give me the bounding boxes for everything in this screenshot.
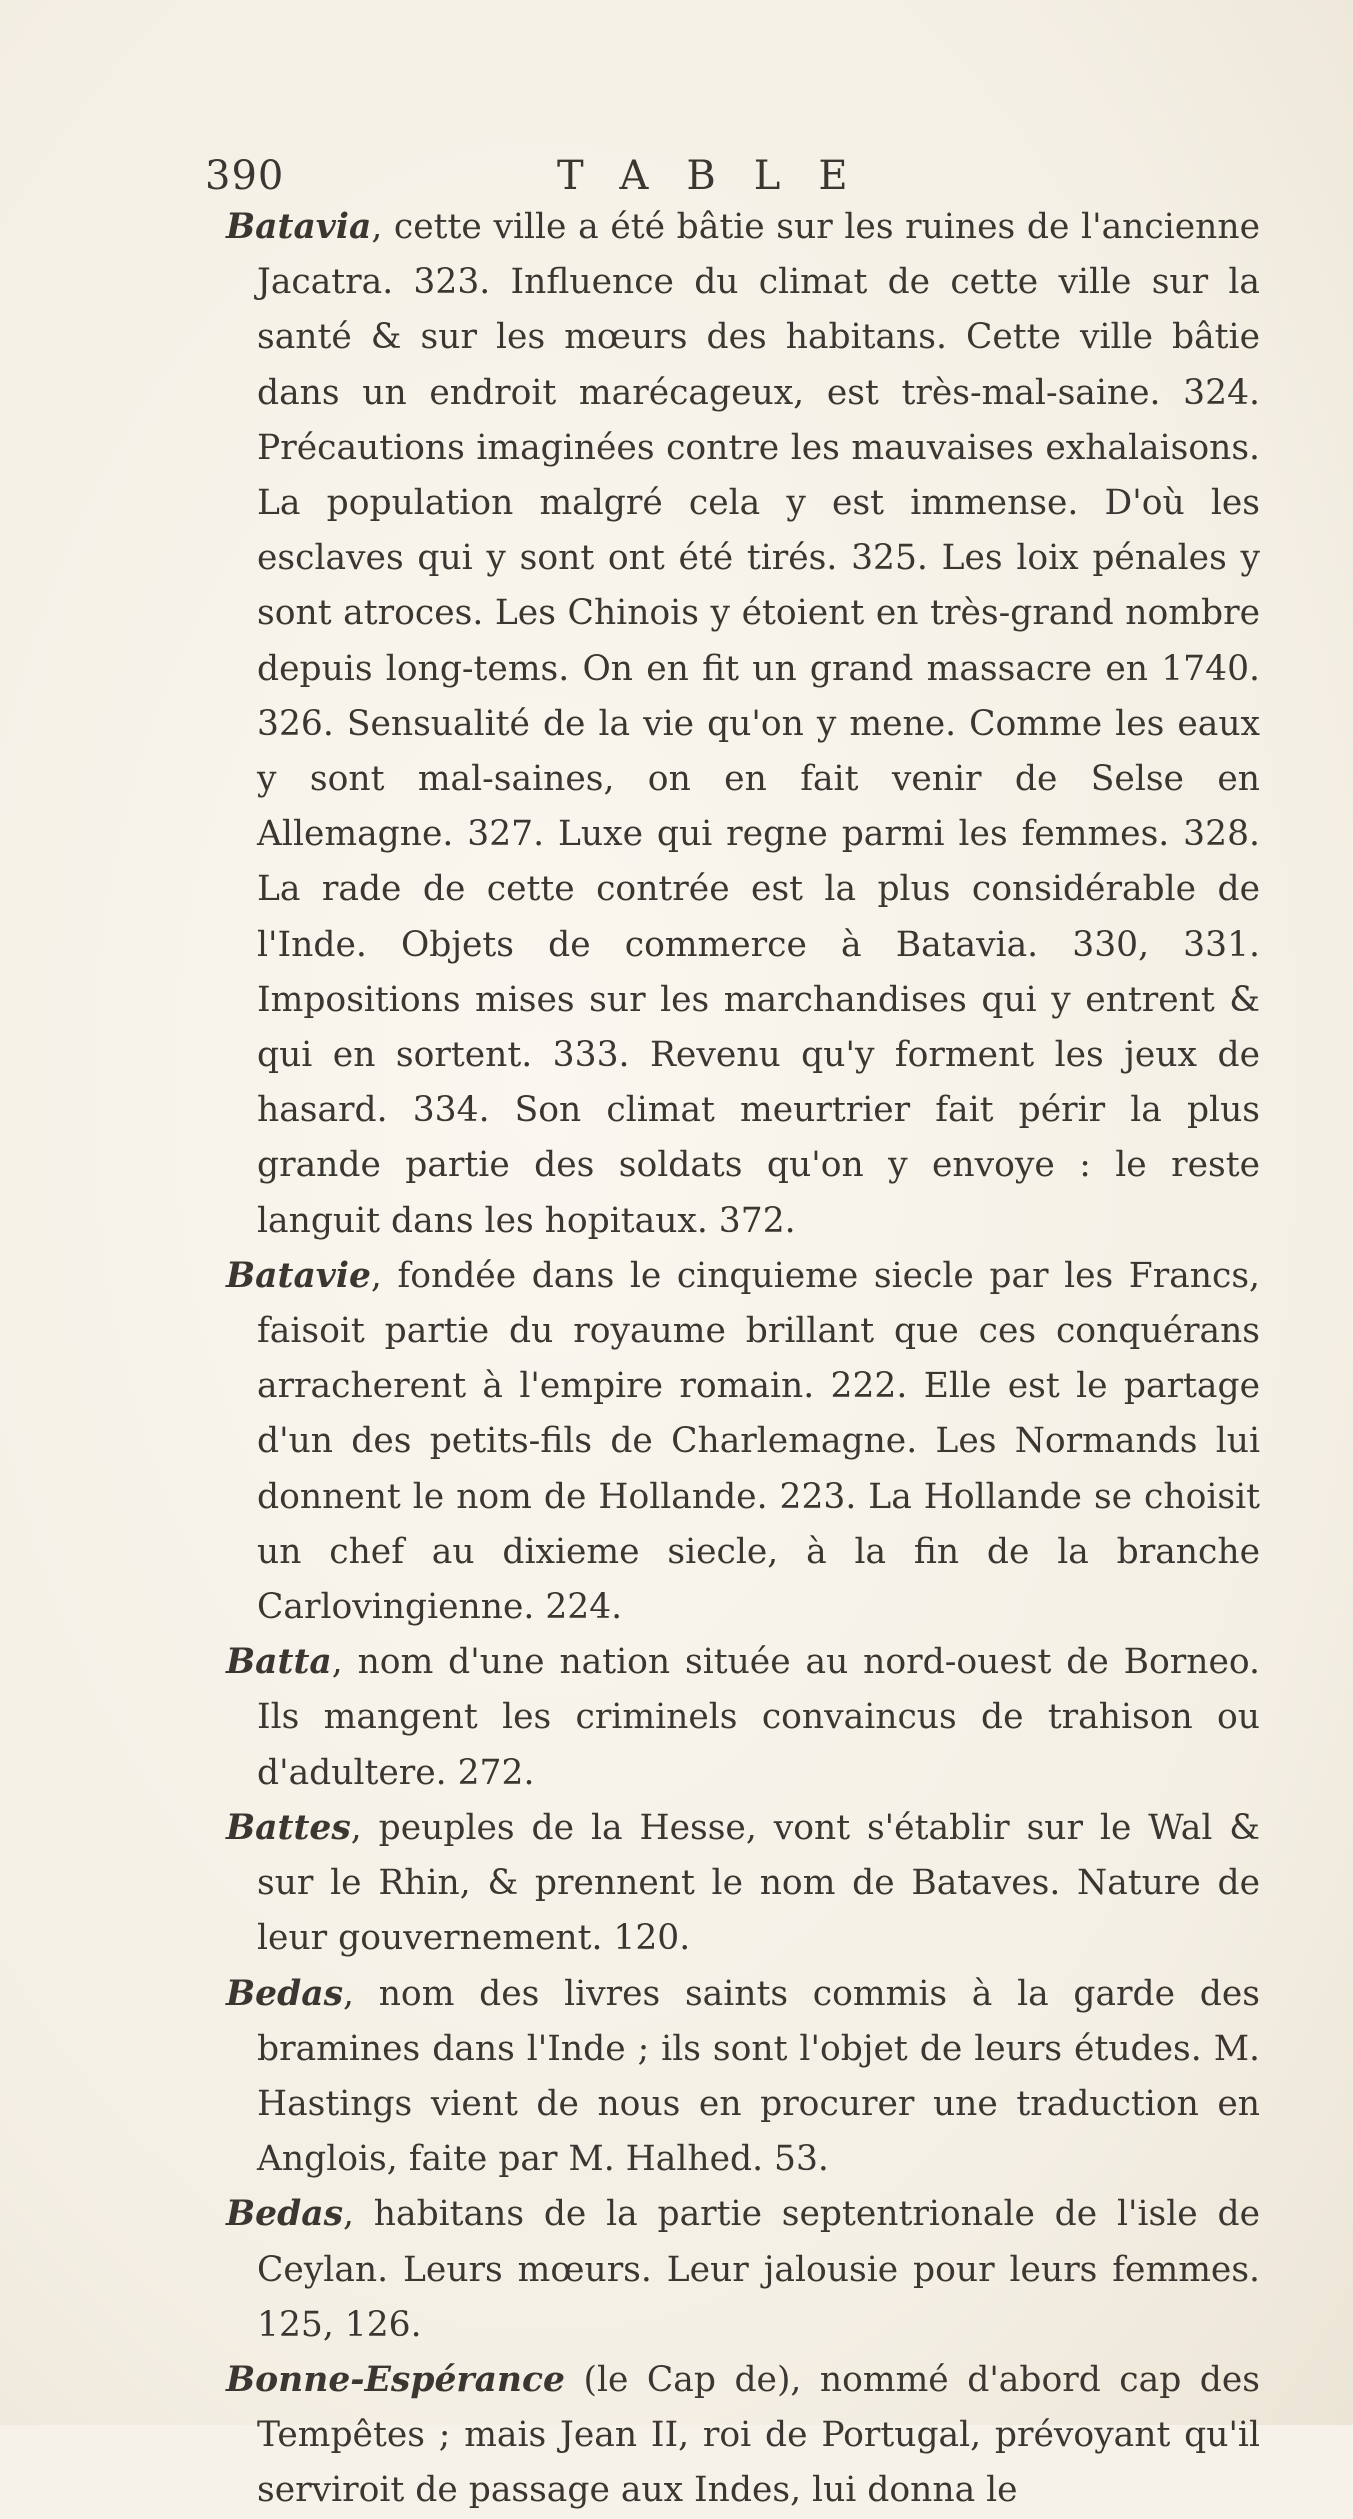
index-entry [226, 1967, 1260, 2188]
entry-text: , habitans de la partie septentrionale de l'isle de Ceylan. Leurs mœurs. Leur jalousie pour leurs femmes. 125, 126. [257, 2194, 1260, 2345]
entry-headword: Bedas [226, 2194, 344, 2235]
index-entry [226, 2187, 1260, 2353]
entry-headword: Batavie [226, 1255, 371, 1296]
entry-text: , nom d'une nation située au nord-ouest de Borneo. Ils mangent les criminels convaincus de trahison ou d'adultere. 272. [257, 1642, 1260, 1793]
entry-text: (le Cap de), nommé d'abord cap des Tempêtes ; mais Jean II, roi de Portugal, prévoyant qu'il serviroit de passage aux Indes, lui donna le [257, 2359, 1260, 2511]
index-entry [226, 1801, 1260, 1967]
index-entry [226, 1635, 1260, 1801]
entry-text: , peuples de la Hesse, vont s'établir sur le Wal & sur le Rhin, & prennent le nom de Bataves. Nature de leur gouvernement. 120. [257, 1807, 1260, 1959]
index-entries [226, 200, 1260, 2519]
running-title: TABLE [557, 153, 886, 199]
entry-text: , fondée dans le cinquieme siecle par les Francs, faisoit partie du royaume brillant que ces conquérans arracherent à l'empire romain. 222. Elle est le partage d'un des petits-fils de Charlemagne. Les Normands lui donnent le nom de Hollande. 223. La Hollande se choisit un chef au dixieme siecle, à la fin de la branche Carlovingienne. 224. [257, 1255, 1260, 1628]
entry-headword: Batta [226, 1642, 332, 1683]
entry-headword: Bonne-Espérance [226, 2359, 565, 2400]
index-entry [226, 200, 1260, 1249]
entry-headword: Battes [226, 1807, 351, 1848]
entry-text: , nom des livres saints commis à la garde des bramines dans l'Inde ; ils sont l'objet de leurs études. M. Hastings vient de nous en procurer une traduction en Anglois, faite par M. Halhed. 53. [257, 1973, 1260, 2180]
entry-headword: Batavia [226, 207, 372, 247]
index-entry [226, 2353, 1260, 2519]
entry-headword: Bedas [226, 1973, 344, 2014]
page-header [205, 152, 1205, 200]
entry-text: , cette ville a été bâtie sur les ruines de l'ancienne Jacatra. 323. Influence du climat de cette ville sur la santé & sur les mœurs des habitans. Cette ville bâtie dans un endroit marécageux, est très-mal-saine. 324. Précautions imaginées contre les mauvaises exhalaisons. La population malgré cela y est immense. D'où les esclaves qui y sont ont été tirés. 325. Les loix pénales y sont atroces. Les Chinois y étoient en très-grand nombre depuis long-tems. On en fit un grand massacre en 1740. 326. Sensualité de la vie qu'on y mene. Comme les eaux y sont mal-saines, on en fait venir de Selse en Allemagne. 327. Luxe qui regne parmi les femmes. 328. La rade de cette contrée est la plus considérable de l'Inde. Objets de commerce à Batavia. 330, 331. Impositions mises sur les marchandises qui y entrent & qui en sortent. 333. Revenu qu'y forment les jeux de hasard. 334. Son climat meurtrier fait périr la plus grande partie des soldats qu'on y envoye : le reste languit dans les hopitaux. 372. [257, 207, 1260, 1241]
index-entry [226, 1249, 1260, 1635]
page-number: 390 [205, 153, 285, 199]
